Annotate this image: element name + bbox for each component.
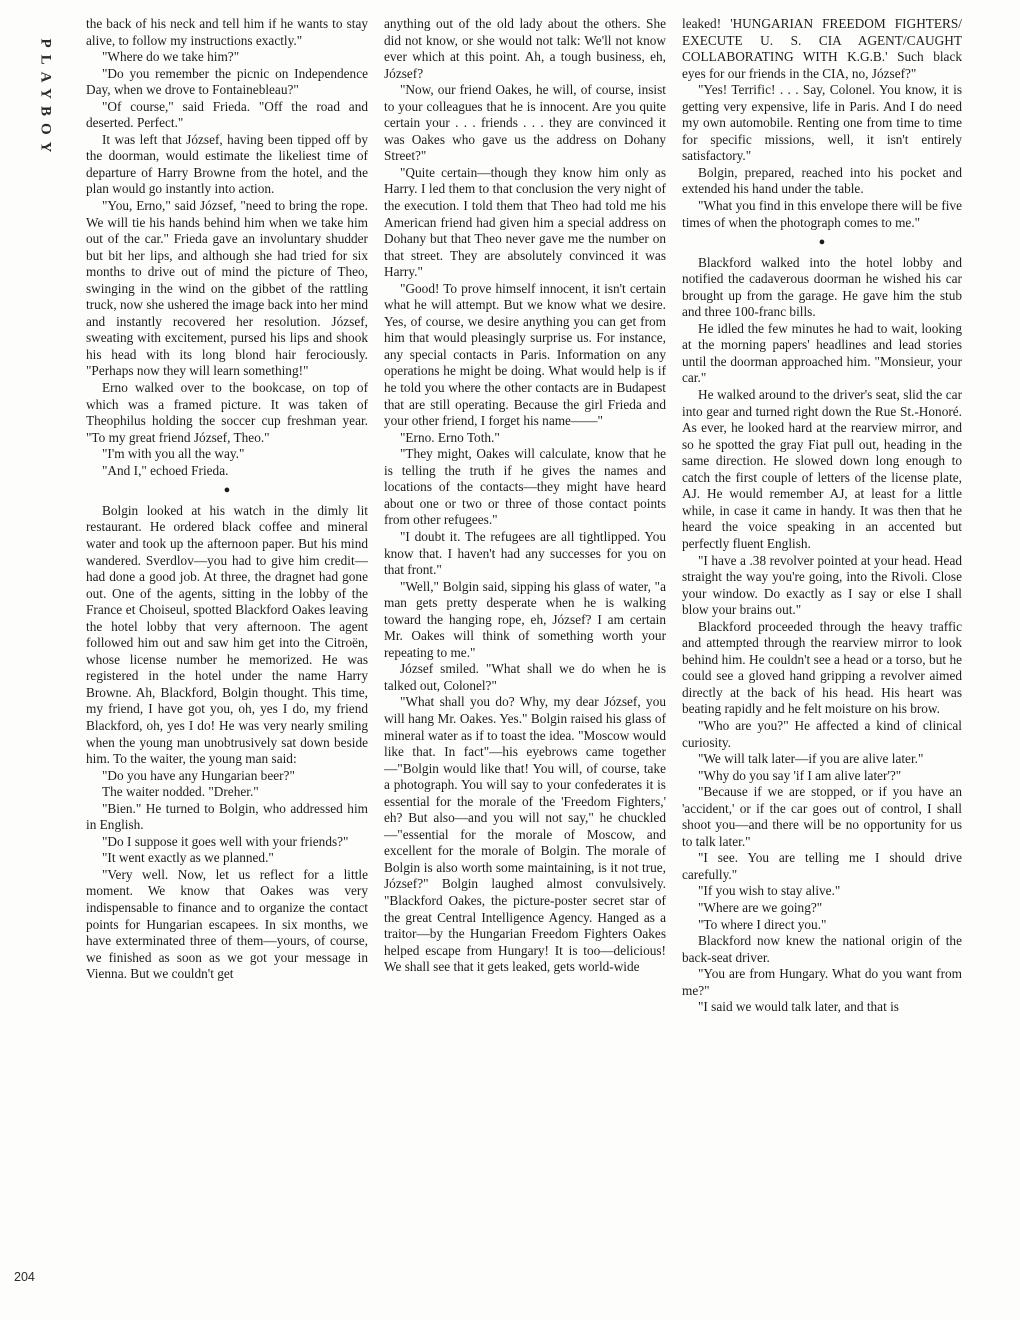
paragraph: "What you find in this envelope there will be five times of when the photograph comes to me." <box>682 198 962 230</box>
paragraph: Bolgin, prepared, reached into his pocket and extended his hand under the table. <box>682 164 962 197</box>
paragraph: "Where do we take him?" <box>102 49 240 65</box>
masthead <box>28 14 62 184</box>
paragraph: "We will talk later—if you are alive later." <box>698 751 924 767</box>
paragraph: It was left that József, having been tipped off by the doorman, would estimate the likeliest time of departure of Harry Browne from the hotel, and the plan would go instantly into action. <box>86 131 368 197</box>
paragraph: "Erno. Erno Toth." <box>400 429 500 445</box>
paragraph: "To where I direct you." <box>698 916 827 932</box>
section-break-mark: ● <box>818 236 826 249</box>
paragraph: "It went exactly as we planned." <box>102 850 274 866</box>
paragraph: "Where are we going?" <box>698 899 823 915</box>
paragraph: "Well," Bolgin said, sipping his glass of water, "a man gets pretty desperate when he is walking toward the hanging rope, eh, József? I am certain Mr. Oakes will think of something worth your repeating to me." <box>384 578 666 660</box>
paragraph: "Now, our friend Oakes, he will, of course, insist to your colleagues that he is innocent. Are you quite certain your . . . friends . . . they are convinced it was Oakes who gave us the address on Dohany Street?" <box>384 82 666 164</box>
paragraph: "Why do you say 'if I am alive later'?" <box>698 767 902 783</box>
text-column-2 <box>384 16 666 1310</box>
paragraph: "What shall you do? Why, my dear József, you will hang Mr. Oakes. Yes." Bolgin raised his glass of mineral water as if to toast the idea. "Moscow would like that. In fact"—his eyebrows came together—"Bolgin would like that! You will, of course, take a photograph. You will say to your confederates it is essential for the morale of the 'Freedom Fighters,' eh? But also—and you will not say," he chuckled—"essential for the morale of Moscow, and excellent for the morale of Bolgin. The morale of Bolgin is also worth some maintaining, is it not true, József?" Bolgin laughed almost convulsively. "Blackford Oakes, the picture-poster secret star of the great Central Intelligence Agency. Hanged as a traitor—by the Hungarian Freedom Fighters Oakes helped escape from Hungary! It is too—delicious! We shall see that it gets leaked, gets world-wide <box>384 694 666 975</box>
paragraph: "I doubt it. The refugees are all tightlipped. You know that. I haven't had any successes for you on that front." <box>384 528 666 578</box>
paragraph: "Very well. Now, let us reflect for a little moment. We know that Oakes was very indispensable to finance and to organize the contact points for Hungarian escapees. In six months, we have exterminated three of them—yours, of course, we finished as soon as we got your message in Vienna. But we couldn't get <box>86 866 368 982</box>
paragraph: "Because if we are stopped, or if you have an 'accident,' or if the car goes out of control, I shall shoot you—and there will be no opportunity for us to talk later." <box>682 784 962 849</box>
paragraph: Blackford walked into the hotel lobby and notified the cadaverous doorman he wished his car brought up from the garage. He gave him the stub and three 100-franc bills. <box>682 254 962 320</box>
paragraph: "They might, Oakes will calculate, know that he is telling the truth if he gives the names and locations of the contacts—they might have heard about one or two or three of those contact points from other refugees." <box>384 446 666 528</box>
paragraph: "Of course," said Frieda. "Off the road and deserted. Perfect." <box>86 98 368 131</box>
paragraph: "Yes! Terrific! . . . Say, Colonel. You know, it is getting very expensive, life in Paris. And I do need my own automobile. Renting one from time to time for specific missions, well, it isn't entirely satisfactory." <box>682 82 962 164</box>
paragraph: "I'm with you all the way." <box>102 446 245 462</box>
paragraph: Blackford now knew the national origin of the back-seat driver. <box>682 933 962 965</box>
page-number: 204 <box>14 1270 35 1284</box>
paragraph: Bolgin looked at his watch in the dimly lit restaurant. He ordered black coffee and mineral water and took up the afternoon paper. But his mind wandered. Sverdlov—you had to give him credit—had done a good job. At three, the dragnet had gone out. One of the agents, sitting in the lobby of the France et Choiseul, spotted Blackford Oakes leaving the hotel lobby that very afternoon. The agent followed him out and saw him get into the Citroën, whose license number he memorized. He was registered in the hotel under the name Harry Browne. Ah, Blackford, Bolgin thought. This time, my friend, I have got you, oh, yes I do, my friend Blackford, oh, yes I do! He was very nearly smiling when the young man unobtrusively sat down beside him. To the waiter, the young man said: <box>86 502 368 767</box>
section-break-mark: ● <box>223 484 231 497</box>
paragraph: "Do you have any Hungarian beer?" <box>102 767 295 783</box>
paragraph: He walked around to the driver's seat, slid the car into gear and turned right down the Rue St.-Honoré. As ever, he looked hard at the rearview mirror, and so he spotted the gray Fiat pull out, heading in the same direction. He slowed down long enough to catch the first couple of letters of the license plate, AJ. He would remember AJ, at least for a little while, in case it came in handy. It was then that he heard the voice speaking in an accented but perfectly fluent English. <box>682 387 962 551</box>
paragraph: József smiled. "What shall we do when he is talked out, Colonel?" <box>384 661 666 693</box>
paragraph: "Do I suppose it goes well with your friends?" <box>102 833 349 849</box>
masthead-text: PLAYBOY <box>37 38 54 160</box>
paragraph: "You are from Hungary. What do you want from me?" <box>682 966 962 998</box>
paragraph: "Quite certain—though they know him only as Harry. I led them to that conclusion the very night of the execution. I told them that Theo had told me his American friend had given him a special address on Dohany but that Theo never gave me the number on that street. They are absolutely convinced it was Harry." <box>384 164 666 280</box>
paragraph: He idled the few minutes he had to wait, looking at the morning papers' headlines and lead stories until the doorman approached him. "Monsieur, your car." <box>682 320 962 386</box>
paragraph: "I see. You are telling me I should drive carefully." <box>682 850 962 882</box>
paragraph: "I said we would talk later, and that is <box>698 999 899 1015</box>
paragraph: leaked! 'HUNGARIAN FREEDOM FIGHTERS/ EXECUTE U. S. CIA AGENT/CAUGHT COLLABORATING WITH K.G.B.' Such black eyes for our friends in the CIA, no, József?" <box>682 16 962 81</box>
paragraph: Erno walked over to the bookcase, on top of which was a framed picture. It was taken of Theophilus holding the soccer cup freshman year. "To my great friend József, Theo." <box>86 380 368 445</box>
paragraph: "Who are you?" He affected a kind of clinical curiosity. <box>682 717 962 750</box>
paragraph: "Bien." He turned to Bolgin, who addressed him in English. <box>86 800 368 833</box>
paragraph: The waiter nodded. "Dreher." <box>102 784 259 800</box>
paragraph: anything out of the old lady about the others. She did not know, or she would not talk: We'll not know ever which at this point. Ah, a tough business, eh, József? <box>384 16 666 81</box>
text-column-1 <box>86 16 368 1310</box>
paragraph: the back of his neck and tell him if he wants to stay alive, to follow my instructions exactly." <box>86 16 368 48</box>
paragraph: "If you wish to stay alive." <box>698 883 841 899</box>
paragraph: "Do you remember the picnic on Independence Day, when we drove to Fontainebleau?" <box>86 65 368 98</box>
paragraph: "Good! To prove himself innocent, it isn't certain what he will attempt. But we know what we desire. Yes, of course, we desire anything you can get from him that would pleasingly surprise us. For instance, any special contacts in Paris. Information on any operations he might be doing. What would help is if he told you where the other contacts are in Budapest that are still operating. Because the girl Frieda and your other friend, I forget his name——" <box>384 280 666 429</box>
paragraph: "You, Erno," said József, "need to bring the rope. We will tie his hands behind him when we take him out of the car." Frieda gave an involuntary shudder but bit her lips, and although she had tried for six months to drive out of mind the picture of Theo, swinging in the wind on the gibbet of the rattling truck, now she ushered the image back into her mind and instantly recovered her resolution. József, sweating with excitement, pursed his lips and shook his head with its long blond hair ferociously. "Perhaps now they will learn something!" <box>86 198 368 379</box>
paragraph: "And I," echoed Frieda. <box>102 462 229 478</box>
paragraph: Blackford proceeded through the heavy traffic and attempted through the rearview mirror to look behind him. He couldn't see a head or a torso, but he could see a gloved hand gripping a revolver aimed directly at the back of his head. His heart was beating rapidly and he felt moisture on his brow. <box>682 618 962 717</box>
text-column-3 <box>682 16 962 1310</box>
paragraph: "I have a .38 revolver pointed at your head. Head straight the way you're going, into the Rivoli. Close your window. Do exactly as I say or else I shall blow your brains out." <box>682 552 962 618</box>
